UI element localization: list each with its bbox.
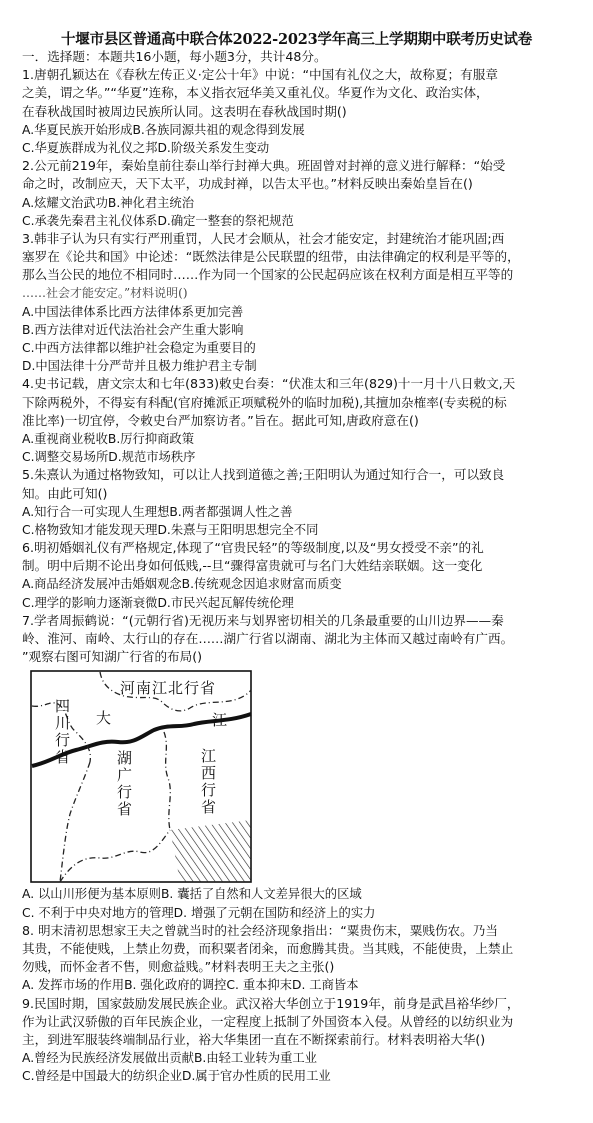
answer-options-line: C.华夏族群成为礼仪之邦D.阶级关系发生变动: [22, 140, 270, 155]
questions-part-2: [22, 885, 580, 1085]
question-text-line: ”观察右图可知湖广行省的布局(): [22, 649, 203, 665]
answer-options-line: C.曾经是中国最大的纺织企业D.属于官办性质的民用工业: [22, 1069, 331, 1084]
question-text-line: ……社会才能安定。”材料说明(): [22, 286, 188, 301]
question-text-line: 3.韩非子认为只有实行严刑重罚，人民才会顺从，社会才能安定，封建统治才能巩固;西: [22, 230, 505, 246]
question-text-line: 7.学者周振鹤说：“(元朝行省)无视历来与划界密切相关的几条最重要的山川边界——秦: [22, 612, 504, 628]
question-text-line: 那么当公民的地位不相同时……作为同一个国家的公民起码应该在权利方面是相互平等的: [22, 267, 514, 283]
answer-options-line: C.调整交易场所D.规范市场秩序: [22, 450, 196, 465]
label-jiang: 江: [212, 711, 228, 730]
answer-options-line: A.曾经为民族经济发展做出贡献B.由轻工业转为重工业: [22, 1051, 317, 1066]
question-text-line: 8. 明末清初思想家王夫之曾就当时的社会经济现象指出：“粟贵伤末，粟贱伤农。乃当: [22, 922, 498, 938]
question-text-line: 命之时，改制应天，天下太平，功成封禅，以告太平也。”材料反映出秦始皇旨在(): [22, 176, 473, 192]
answer-options-line: C.中西方法律都以维护社会稳定为重要目的: [22, 341, 256, 355]
answer-options-line: C.格物致知才能发现天理D.朱熹与王阳明思想完全不同: [22, 522, 319, 537]
question-text-line: 1.唐朝孔颖达在《春秋左传正义·定公十年》中说：“中国有礼仪之大，故称夏；有服章: [22, 67, 498, 83]
answer-options-line: B.西方法律对近代法治社会产生重大影响: [22, 322, 244, 337]
label-huguang: 湖广行省: [115, 750, 133, 819]
question-text-line: 5.朱熹认为通过格物致知，可以让人找到道德之善;王阳明认为通过知行合一，可以致良: [22, 467, 505, 483]
question-text-line: 6.明初婚姻礼仪有严格规定,体现了“官贵民轻”的等级制度,以及“男女授受不亲”的礼: [22, 540, 484, 556]
answer-options-line: C.理学的影响力逐渐衰微D.市民兴起瓦解传统伦理: [22, 595, 294, 610]
question-text-line: 勿贱，而怀金者不售，则愈益贱。”材料表明王夫之主张(): [22, 959, 335, 975]
answer-options-line: C. 不利于中央对地方的管理D. 增强了元朝在国防和经济上的实力: [22, 905, 376, 920]
question-text-line: 下除两税外，不得妄有科配(官府摊派正项赋税外的临时加税),其擅加杂榷率(专卖税的标: [22, 394, 507, 410]
document-title: 十堰市县区普通高中联合体2022-2023学年高三上学期期中联考历史试卷: [60, 31, 533, 48]
answer-options-line: A.炫耀文治武功B.神化君主统治: [22, 195, 195, 210]
answer-options-line: A.知行合一可实现人生理想B.两者都强调人性之善: [22, 504, 293, 519]
label-jiangxi: 江西行省: [199, 748, 217, 817]
answer-options-line: A.中国法律体系比西方法律体系更加完善: [22, 304, 244, 319]
label-da: 大: [96, 709, 112, 728]
question-text-line: 4.史书记载，唐文宗太和七年(833)敕史台奏：“伏准太和三年(829)十一月十八日敕文,天: [22, 376, 516, 392]
answer-options-line: A.商品经济发展冲击婚姻观念B.传统观念因追求财富而质变: [22, 577, 342, 592]
questions-part-1: [22, 66, 580, 666]
question-text-line: 知。由此可知(): [22, 485, 108, 501]
question-text-line: 塞罗在《论共和国》中论述：“既然法律是公民联盟的纽带，由法律确定的权利是平等的，: [22, 249, 520, 265]
question-text-line: 在春秋战国时被周边民族所认同。这表明在春秋战国时期(): [22, 103, 347, 119]
question-text-line: 其贵，不能使贱，上禁止勿费，而积粟者闭籴，而愈腾其贵。当其贱，不能使贵，上禁止: [22, 940, 514, 956]
answer-options-line: A.重视商业税收B.厉行抑商政策: [22, 431, 195, 446]
label-henan: 河南江北行省: [120, 679, 217, 698]
label-sichuan: 四川行省: [53, 698, 71, 767]
question-text-line: 之美，谓之华。”“华夏”连称，本义指衣冠华美又重礼仪。华夏作为文化、政治实体，: [22, 85, 489, 101]
answer-options-line: A. 发挥市场的作用B. 强化政府的调控C. 重本抑末D. 工商皆本: [22, 978, 359, 993]
question-text-line: 准比率)一切宜停，令敕史台严加察访者。”旨在。据此可知,唐政府意在(): [22, 412, 419, 428]
question-text-line: 岭、淮河、南岭、太行山的存在……湖广行省以湖南、湖北为主体而又越过南岭有广西。: [22, 631, 514, 646]
question-text-line: 2.公元前219年，秦始皇前往泰山举行封禅大典。班固曾对封禅的意义进行解释：“始受: [22, 158, 506, 174]
question-text-line: 主，到进军服装终端制品行业，裕大华集团一直在不断探索前行。材料表明裕大华(): [22, 1031, 486, 1047]
answer-options-line: A.华夏民族开始形成B.各族同源共祖的观念得到发展: [22, 122, 305, 137]
document-body: [22, 48, 580, 1085]
question-text-line: 9.民国时期，国家鼓励发展民族企业。武汉裕大华创立于1919年，前身是武昌裕华纱厂，: [22, 995, 520, 1011]
section-heading: 一．选择题：本题共16小题，每小题3分，共计48分。: [22, 49, 327, 64]
answer-options-line: C.承袭先秦君主礼仪体系D.确定一整套的祭祀规范: [22, 213, 294, 228]
yuan-province-map: [30, 670, 252, 883]
question-text-line: 作为让武汉骄傲的百年民族企业，一定程度上抵制了外国资本入侵。从曾经的以纺织业为: [22, 1013, 514, 1029]
answer-options-line: D.中国法律十分严苛并且极力维护君主专制: [22, 359, 257, 374]
answer-options-line: A. 以山川形便为基本原则B. 囊括了自然和人文差异很大的区域: [22, 887, 362, 902]
question-text-line: 制。明中后期不论出身如何低贱,--旦“骤得富贵就可与名门大姓结亲联姻。这一变化: [22, 558, 483, 574]
